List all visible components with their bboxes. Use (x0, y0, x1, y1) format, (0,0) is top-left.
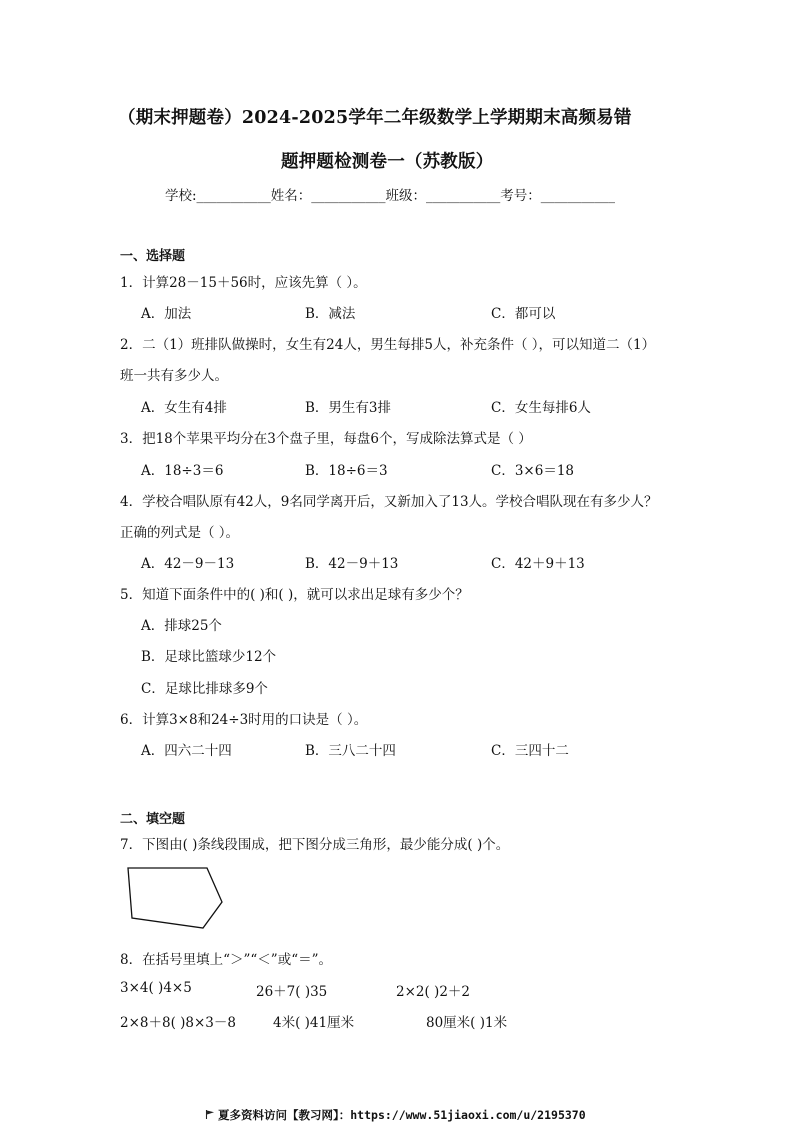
question-1-option-c: C．都可以 (491, 306, 556, 322)
footer-watermark (205, 1107, 586, 1123)
question-4-stem-line-1: 4．学校合唱队原有42人，9名同学离开后，又新加入了13人。学校合唱队现在有多少人？ (120, 494, 658, 510)
question-8-stem: 8．在括号里填上“＞”“＜”或“＝”。 (120, 952, 332, 968)
question-4-stem-line-2: 正确的列式是（ ）。 (120, 525, 240, 541)
question-5-option-a: A．排球25个 (141, 618, 222, 634)
section-heading-fill: 二、填空题 (120, 812, 186, 827)
question-2-stem-line-1: 2．二（1）班排队做操时，女生有24人，男生每排5人，补充条件（ ），可以知道二（1） (120, 337, 656, 353)
question-6-option-b: B．三八二十四 (305, 743, 396, 759)
page-title-line-2: 题押题检测卷一（苏教版） (281, 152, 494, 172)
question-2-option-b: B．男生有3排 (305, 400, 392, 416)
question-6-option-c: C．三四十二 (491, 743, 569, 759)
page-title-line-1: （期末押题卷）2024-2025学年二年级数学上学期期末高频易错 (118, 108, 632, 128)
question-6-option-a: A．四六二十四 (141, 743, 232, 759)
question-4-option-c: C．42＋9＋13 (491, 556, 585, 572)
question-1-option-a: A．加法 (141, 306, 192, 322)
question-4-option-a: A．42－9－13 (141, 556, 235, 572)
question-5-option-c: C．足球比排球多9个 (141, 681, 268, 697)
question-5-stem: 5．知道下面条件中的( )和( )，就可以求出足球有多少个？ (120, 587, 469, 603)
question-8-item-3: 2×2( )2＋2 (396, 984, 470, 1000)
question-3-option-c: C．3×6＝18 (491, 463, 574, 479)
question-8-item-5: 4米( )41厘米 (273, 1015, 355, 1031)
question-6-stem: 6．计算3×8和24÷3时用的口诀是（ ）。 (120, 712, 368, 728)
question-2-stem-line-2: 班一共有多少人。 (120, 368, 228, 384)
question-8-item-6: 80厘米( )1米 (426, 1015, 508, 1031)
question-8-item-4: 2×8＋8( )8×3－8 (120, 1015, 236, 1031)
question-7-stem: 7．下图由( )条线段围成，把下图分成三角形，最少能分成( )个。 (120, 837, 510, 853)
question-4-option-b: B．42－9＋13 (305, 556, 399, 572)
question-5-option-b: B．足球比篮球少12个 (141, 649, 277, 665)
footer-text: 夏多资料访问【教习网】：https://www.51jiaoxi.com/u/2195370 (218, 1108, 586, 1122)
pentagon-shape (128, 868, 222, 928)
section-heading-choice: 一、选择题 (120, 249, 186, 264)
question-3-option-a: A．18÷3＝6 (141, 463, 224, 479)
flag-icon (205, 1110, 215, 1119)
question-3-option-b: B．18÷6＝3 (305, 463, 388, 479)
pentagon-figure (120, 862, 230, 934)
question-2-option-a: A．女生有4排 (141, 400, 227, 416)
question-2-option-c: C．女生每排6人 (491, 400, 591, 416)
student-info-line: 学校:___________姓名：___________班级：___________考号：___________ (165, 188, 616, 204)
question-8-item-2: 26＋7( )35 (256, 984, 328, 1000)
question-8-item-1: 3×4( )4×5 (120, 980, 192, 996)
question-1-option-b: B．减法 (305, 306, 356, 322)
question-3-stem: 3．把18个苹果平均分在3个盘子里，每盘6个，写成除法算式是（ ） (120, 431, 532, 447)
question-1-stem: 1．计算28－15＋56时，应该先算（ ）。 (120, 275, 367, 291)
